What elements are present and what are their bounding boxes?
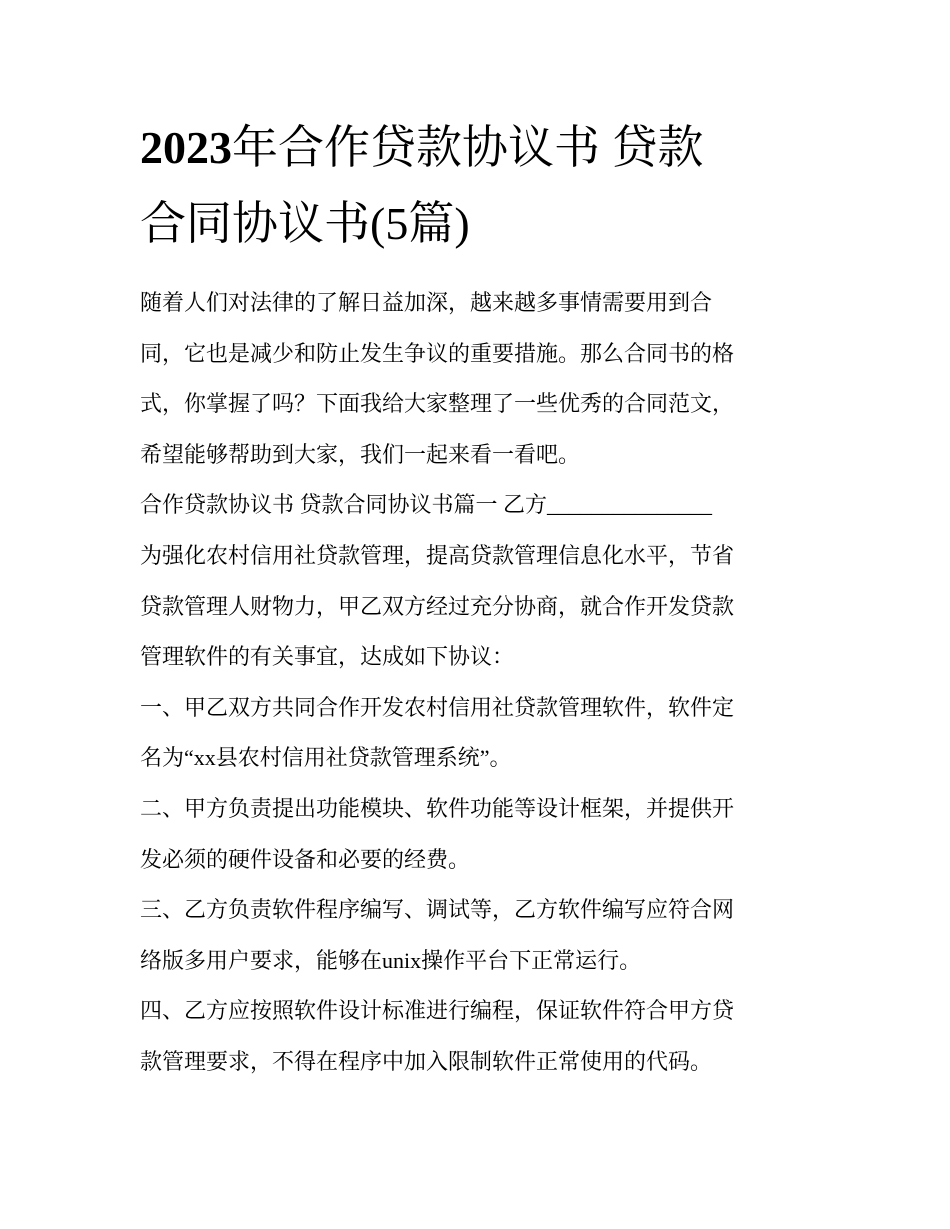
title-line-1: [140, 110, 840, 186]
section-heading-paragraph: [140, 480, 820, 531]
text-line: 名为“xx县农村信用社贷款管理系统”。: [140, 745, 512, 771]
text-line: 管理软件的有关事宜，达成如下协议：: [140, 644, 515, 670]
text-line: 贷款管理人财物力，甲乙双方经过充分协商，就合作开发贷款: [140, 593, 735, 619]
text-line: 合作贷款协议书 贷款合同协议书篇一 乙方_______________: [140, 492, 713, 518]
text-line: 络版多用户要求，能够在unix操作平台下正常运行。: [140, 947, 642, 973]
text-line: 四、乙方应按照软件设计标准进行编程，保证软件符合甲方贷: [140, 998, 735, 1024]
text-line: 发必须的硬件设备和必要的经费。: [140, 846, 471, 872]
text-line: 为强化农村信用社贷款管理，提高贷款管理信息化水平，节省: [140, 542, 735, 568]
text-line: 二、甲方负责提出功能模块、软件功能等设计框架，并提供开: [140, 795, 735, 821]
text-line: 三、乙方负责软件程序编写、调试等，乙方软件编写应符合网: [140, 897, 735, 923]
document-title: [140, 110, 840, 262]
text-line: 式，你掌握了吗？下面我给大家整理了一些优秀的合同范文，: [140, 391, 735, 417]
text-line: 希望能够帮助到大家，我们一起来看一看吧。: [140, 441, 581, 467]
clause-2-paragraph: [140, 784, 820, 885]
title-line-1-text: 年合作贷款协议书 贷款: [232, 122, 704, 173]
text-line: 一、甲乙双方共同合作开发农村信用社贷款管理软件，软件定: [140, 694, 735, 720]
title-year: 2023: [140, 122, 232, 173]
title-line-2: 合同协议书(5篇): [140, 198, 470, 249]
text-line: 同，它也是减少和防止发生争议的重要措施。那么合同书的格: [140, 340, 735, 366]
intro-paragraph: [140, 278, 820, 480]
clause-4-paragraph: [140, 986, 820, 1087]
clause-1-paragraph: [140, 683, 820, 784]
text-line: 款管理要求，不得在程序中加入限制软件正常使用的代码。: [140, 1048, 713, 1074]
document-body: [140, 278, 820, 1088]
text-line: 随着人们对法律的了解日益加深，越来越多事情需要用到合: [140, 290, 713, 315]
clause-3-paragraph: [140, 885, 820, 986]
purpose-paragraph: [140, 531, 820, 683]
